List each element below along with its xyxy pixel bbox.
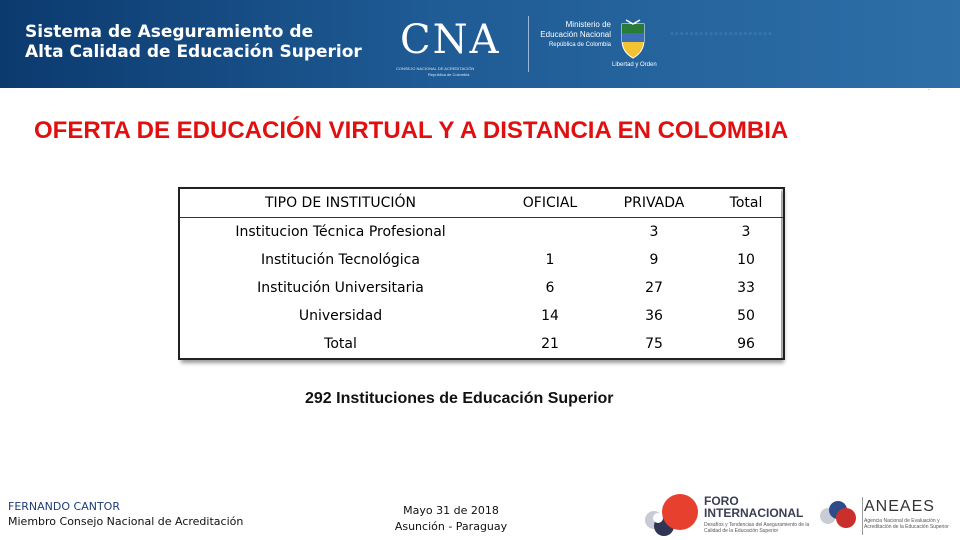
event-place: Asunción - Paraguay — [394, 520, 508, 533]
header-total: Total — [709, 188, 784, 218]
row-label: Institucion Técnica Profesional — [235, 224, 446, 240]
aneaes-logo — [816, 494, 960, 540]
header-tipo-de-institucion: TIPO DE INSTITUCIÓN — [179, 188, 501, 218]
table-header-row — [179, 188, 784, 218]
header-privada: PRIVADA — [599, 188, 709, 218]
table-row — [179, 246, 784, 274]
institution-table-grid — [178, 187, 785, 360]
institutions-summary: 292 Instituciones de Educación Superior — [305, 390, 614, 407]
ministry-line2: Educación Nacional — [540, 30, 611, 39]
row-total: 10 — [737, 252, 755, 268]
row-label: Universidad — [298, 308, 383, 324]
row-privada: 9 — [649, 252, 659, 268]
row-oficial: 14 — [541, 308, 559, 324]
row-total: 3 — [741, 224, 751, 240]
aneaes-divider — [862, 497, 863, 535]
cna-logo — [392, 14, 522, 77]
event-date: Mayo 31 de 2018 — [403, 504, 499, 517]
system-title — [25, 22, 362, 62]
header-divider — [528, 16, 529, 72]
decorative-mark: ˙ — [928, 88, 931, 97]
foro-word1: FORO — [704, 494, 739, 508]
foro-circles-icon — [640, 490, 702, 540]
table-row-total — [179, 330, 784, 359]
header-banner — [0, 0, 960, 88]
aneaes-subtitle: Agencia Nacional de Evaluación y Acreditación de la Educación Superior — [864, 518, 949, 530]
foro-subtitle: Desafíos y Tendencias del Aseguramiento de la Calidad de la Educación Superior — [704, 522, 810, 534]
row-total: 33 — [737, 280, 755, 296]
table-row — [179, 274, 784, 302]
row-oficial: 1 — [545, 252, 555, 268]
row-oficial: 21 — [541, 336, 559, 352]
page-title: OFERTA DE EDUCACIÓN VIRTUAL Y A DISTANCIA EN COLOMBIA — [34, 117, 789, 144]
row-oficial — [501, 218, 599, 247]
banner-decoration: ▪▪▪▪▪▪▪▪▪▪▪▪▪▪▪▪▪▪▪▪▪ — [670, 28, 773, 40]
ministry-logo-text — [537, 20, 611, 50]
foro-internacional-logo — [640, 490, 810, 540]
system-title-line2: Alta Calidad de Educación Superior — [25, 42, 362, 62]
row-label: Institución Universitaria — [257, 280, 424, 296]
aneaes-emblem-icon — [816, 494, 860, 538]
presenter-role: Miembro Consejo Nacional de Acreditación — [8, 515, 244, 528]
row-label: Total — [324, 336, 357, 352]
row-privada: 75 — [645, 336, 663, 352]
aneaes-word: ANEAES — [864, 498, 935, 515]
ministry-motto: Libertad y Orden — [612, 62, 657, 68]
cna-logo-subtitle: República de Colombia — [428, 72, 470, 77]
row-privada: 36 — [645, 308, 663, 324]
row-total: 50 — [737, 308, 755, 324]
table-row — [179, 218, 784, 247]
coat-of-arms-icon — [616, 18, 650, 60]
cna-logo-text: CNA — [400, 17, 501, 63]
institution-table — [178, 187, 781, 360]
row-label: Institución Tecnológica — [261, 252, 420, 268]
header-oficial: OFICIAL — [501, 188, 599, 218]
presenter-info — [8, 499, 243, 529]
cna-logo-line: CONSEJO NACIONAL DE ACREDITACIÓN — [396, 66, 475, 71]
row-privada: 27 — [645, 280, 663, 296]
row-oficial: 6 — [545, 280, 555, 296]
event-info — [388, 503, 514, 535]
table-row — [179, 302, 784, 330]
row-privada: 3 — [649, 224, 659, 240]
row-total: 96 — [737, 336, 755, 352]
ministry-line1: Ministerio de — [565, 20, 611, 29]
presenter-name: FERNANDO CANTOR — [8, 500, 120, 513]
foro-word2: INTERNACIONAL — [704, 506, 804, 520]
system-title-line1: Sistema de Aseguramiento de — [25, 22, 314, 42]
ministry-line3: República de Colombia — [548, 42, 611, 48]
